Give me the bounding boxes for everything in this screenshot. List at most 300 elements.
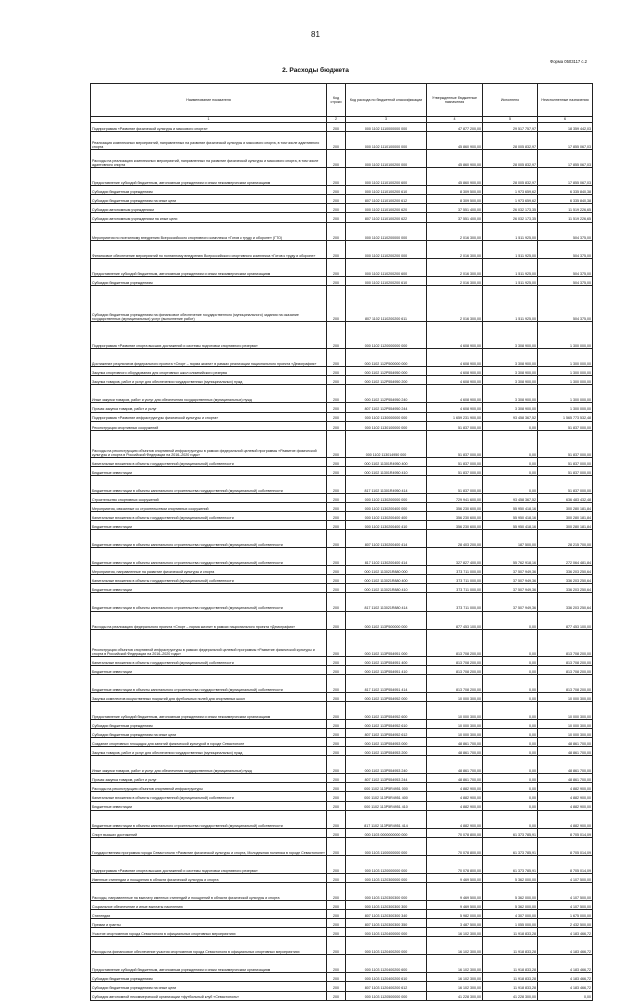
table-row [91,928,593,937]
row-executed: 0,00 [483,774,538,783]
row-remaining: 28 215 700,00 [538,530,593,548]
table-row [91,919,593,928]
table-row [91,530,593,548]
row-remaining: 48 861 700,00 [538,756,593,774]
table-row [91,901,593,910]
row-executed: 0,00 [483,421,538,430]
row-approved: 51 837 000,00 [427,475,483,493]
table-row [91,222,593,240]
row-approved: 48 861 700,00 [427,738,483,747]
table-row [91,421,593,430]
row-budget-code: 817 1102 113P5R4951 414 [346,810,427,828]
row-line-code: 200 [327,195,346,204]
row-executed: 0,00 [483,747,538,756]
row-line-code: 200 [327,204,346,213]
row-name: Бюджетные инвестиции [91,801,327,810]
row-budget-code: 000 1102 113021R880 400 [346,575,427,584]
row-line-code: 200 [327,629,346,656]
row-remaining: 1 300 000,00 [538,322,593,349]
table-row [91,955,593,973]
row-approved: 2 016 300,00 [427,258,483,276]
row-budget-code: 000 1103 0000000000 000 [346,828,427,837]
row-name: Расходы на реконструкцию объектов спортивной инфраструктуры [91,783,327,792]
row-line-code: 200 [327,692,346,701]
row-remaining: 813 708 200,00 [538,665,593,674]
row-executed: 61 373 785,91 [483,828,538,837]
row-remaining: 1 300 000,00 [538,403,593,412]
row-line-code: 200 [327,186,346,195]
row-name: Закупка спортивного оборудования для спортивных школ олимпийского резерва [91,367,327,376]
row-name: Спорт высших достижений [91,828,327,837]
row-remaining: 4 882 900,00 [538,792,593,801]
row-budget-code: 807 1102 113P554953 244 [346,774,427,783]
section-title: 2. Расходы бюджета [282,67,349,74]
table-row [91,593,593,611]
row-line-code: 200 [327,584,346,593]
row-line-code: 200 [327,593,346,611]
row-name: Государственная программа города Севастополя «Развитие физической культуры и спорта, Молодежная политика в городе Севастополе» [91,837,327,855]
row-executed: 11 918 833,28 [483,937,538,955]
row-budget-code: 000 1102 1110200000 000 [346,222,427,240]
column-number: 4 [427,117,483,123]
row-remaining: 336 203 250,64 [538,593,593,611]
row-line-code: 200 [327,656,346,665]
row-remaining: 48 861 700,00 [538,747,593,756]
row-approved: 9 469 500,00 [427,882,483,900]
row-approved: 1 659 231 900,00 [427,412,483,421]
row-line-code: 200 [327,674,346,692]
row-name: Иные закупки товаров, работ и услуг для обеспечения государственных (муниципальных) нужд [91,385,327,403]
row-executed: 0,00 [483,738,538,747]
row-line-code: 200 [327,910,346,919]
row-budget-code: 000 1102 113P500000 000 [346,611,427,629]
row-executed: 0,00 [483,656,538,665]
row-name: Строительство спортивных сооружений [91,493,327,502]
row-executed: 0,00 [483,611,538,629]
row-line-code: 200 [327,548,346,566]
table-row [91,150,593,168]
row-remaining: 48 861 700,00 [538,774,593,783]
table-row [91,168,593,186]
row-name: Субсидия автономной некоммерческой организации «футбольный клуб «Севастополь» [91,991,327,1000]
row-remaining: 1 675 000,00 [538,910,593,919]
row-name: Реконструкция спортивных сооружений [91,421,327,430]
row-line-code: 200 [327,530,346,548]
row-budget-code: 000 1102 112P500000 000 [346,349,427,367]
header-executed: Исполнено [483,84,538,117]
column-number: 2 [327,117,346,123]
row-executed: 37 507 949,36 [483,575,538,584]
row-budget-code: 000 1102 11301R4950 400 [346,457,427,466]
row-remaining: 18 359 442,03 [538,123,593,132]
row-approved: 327 827 400,00 [427,548,483,566]
row-name: Предоставление субсидий бюджетным, автономным учреждениям и иным некоммерческим организациям [91,702,327,720]
row-name: Расходы на реализацию комплексных мероприятий, направленных на развитие физической культуры и массового спорта, в том числе адаптивного спорта [91,150,327,168]
table-row [91,521,593,530]
row-approved: 813 708 200,00 [427,656,483,665]
row-executed: 3 308 900,00 [483,376,538,385]
row-approved: 10 000 300,00 [427,702,483,720]
row-executed: 1 973 659,62 [483,195,538,204]
table-row [91,322,593,349]
row-line-code: 200 [327,747,346,756]
row-budget-code: 000 1102 1110100200 600 [346,168,427,186]
row-budget-code: 000 1102 1130000000 000 [346,412,427,421]
row-approved: 4 608 900,00 [427,403,483,412]
row-executed: 0,00 [483,729,538,738]
table-row [91,123,593,132]
row-name: Субсидии бюджетным учреждениям на финансовое обеспечение государственного (муниципального) задания на оказание государственных (муниципальных) услуг (выполнение работ) [91,285,327,321]
row-name: Иные закупки товаров, работ и услуг для обеспечения государственных (муниципальных) нужд [91,756,327,774]
table-row [91,430,593,457]
table-row [91,502,593,511]
row-approved: 5 982 000,00 [427,910,483,919]
row-line-code: 200 [327,258,346,276]
row-budget-code: 000 1102 1110200200 600 [346,258,427,276]
table-row [91,367,593,376]
row-approved: 16 102 300,00 [427,982,483,991]
row-executed: 28 005 832,97 [483,150,538,168]
row-line-code: 200 [327,801,346,810]
row-approved: 373 711 000,00 [427,575,483,584]
row-line-code: 200 [327,466,346,475]
row-name: Расходы на реконструкцию объектов спортивной инфраструктуры в рамках федеральной целевой программы «Развитие физической культуры и спорта в Российской Федерации на 2016–2020 годы» [91,430,327,457]
row-executed: 0,00 [483,720,538,729]
column-number: 5 [483,117,538,123]
row-name: Капитальные вложения в объекты государственной (муниципальной) собственности [91,792,327,801]
row-line-code: 200 [327,430,346,457]
row-approved: 45 860 900,00 [427,150,483,168]
row-executed: 28 005 832,97 [483,168,538,186]
table-row [91,801,593,810]
row-approved: 356 230 600,00 [427,502,483,511]
row-name: Субсидии бюджетным учреждениям [91,720,327,729]
row-name: Закупка комплектов искусственных покрытий для футбольных полей для спортивных школ [91,692,327,701]
row-budget-code: 000 1102 113P554952 000 [346,692,427,701]
row-executed: 0,00 [483,466,538,475]
row-line-code: 200 [327,991,346,1000]
row-name: Реконструкция объектов спортивной инфраструктуры в рамках федеральной целевой программы «Развитие физической культуры и спорта в Российской Федерации на 2016–2020 годы» [91,629,327,656]
row-name: Бюджетные инвестиции [91,584,327,593]
row-budget-code: 000 1102 113P554952 610 [346,720,427,729]
row-budget-code: 000 1102 113P554952 600 [346,702,427,720]
row-executed: 0,00 [483,801,538,810]
row-approved: 51 837 000,00 [427,457,483,466]
row-remaining: 11 519 226,65 [538,213,593,222]
row-remaining: 17 855 067,03 [538,150,593,168]
row-budget-code: 000 1102 1130200400 400 [346,512,427,521]
row-approved: 2 016 300,00 [427,240,483,258]
row-approved: 10 000 300,00 [427,692,483,701]
row-remaining: 1 565 773 532,48 [538,412,593,421]
row-approved: 4 882 900,00 [427,783,483,792]
row-executed: 3 308 900,00 [483,367,538,376]
row-executed: 0,00 [483,457,538,466]
row-executed: 0,00 [483,756,538,774]
table-row [91,702,593,720]
table-row [91,873,593,882]
row-line-code: 200 [327,412,346,421]
row-remaining: 17 855 067,03 [538,168,593,186]
row-line-code: 200 [327,611,346,629]
table-row [91,376,593,385]
row-executed: 0,00 [483,674,538,692]
row-executed: 37 507 949,36 [483,584,538,593]
row-remaining: 300 280 181,84 [538,512,593,521]
table-row [91,665,593,674]
row-name: Бюджетные инвестиции в объекты капитального строительства государственной (муниципальной) собственности [91,593,327,611]
column-number: 6 [538,117,593,123]
row-remaining: 813 708 200,00 [538,674,593,692]
row-name: Именные стипендии и поощрения в области физической культуры и спорта [91,873,327,882]
table-row [91,276,593,285]
row-name: Мероприятия по поэтапному внедрению Всероссийского спортивного комплекса «Готов к труду и обороне» (ГТО) [91,222,327,240]
row-budget-code: 817 1102 113021R880 414 [346,593,427,611]
row-approved: 877 453 100,00 [427,611,483,629]
row-remaining: 6 335 840,38 [538,195,593,204]
table-row [91,403,593,412]
table-row [91,611,593,629]
row-line-code: 200 [327,123,346,132]
row-budget-code: 000 1102 1130100000 000 [346,421,427,430]
row-line-code: 200 [327,901,346,910]
row-budget-code: 000 1102 1110200200 000 [346,240,427,258]
row-budget-code: 000 1103 1120300300 000 [346,882,427,900]
row-executed: 3 308 900,00 [483,385,538,403]
row-executed: 3 308 900,00 [483,349,538,367]
row-line-code: 200 [327,285,346,321]
row-budget-code: 000 1102 113P5R4951 400 [346,792,427,801]
table-row [91,258,593,276]
row-executed: 0,00 [483,629,538,656]
row-line-code: 200 [327,937,346,955]
row-executed: 11 918 833,28 [483,973,538,982]
row-line-code: 200 [327,457,346,466]
row-approved: 4 608 900,00 [427,367,483,376]
row-name: Бюджетные инвестиции [91,521,327,530]
row-executed: 93 458 367,52 [483,412,538,421]
row-budget-code: 807 1102 113P554952 612 [346,729,427,738]
row-name: Создание спортивных площадок для занятий физической культурой в городе Севастополе [91,738,327,747]
row-remaining: 504 375,00 [538,285,593,321]
table-row [91,747,593,756]
row-approved: 4 608 900,00 [427,322,483,349]
row-remaining: 10 000 300,00 [538,692,593,701]
column-number: 3 [346,117,427,123]
row-remaining: 51 837 000,00 [538,475,593,493]
header-approved: Утвержденные бюджетные назначения [427,84,483,117]
table-row [91,828,593,837]
table-row [91,566,593,575]
row-budget-code: 817 1102 11301R4950 414 [346,475,427,493]
row-approved: 4 882 900,00 [427,801,483,810]
row-remaining: 877 453 100,00 [538,611,593,629]
table-row [91,991,593,1000]
row-name: Предоставление субсидий бюджетным, автономным учреждениям и иным некоммерческим организациям [91,258,327,276]
row-remaining: 17 855 067,03 [538,132,593,150]
row-budget-code: 807 1102 1130200400 414 [346,530,427,548]
row-line-code: 200 [327,240,346,258]
row-executed: 0,00 [483,665,538,674]
row-approved: 70 078 800,00 [427,837,483,855]
row-remaining: 4 107 500,00 [538,882,593,900]
row-name: Подпрограмма «Развитие инфраструктуры физической культуры и спорта» [91,412,327,421]
row-budget-code: 000 1102 113P554951 400 [346,656,427,665]
row-executed: 37 507 949,36 [483,593,538,611]
row-line-code: 200 [327,213,346,222]
row-executed: 55 950 418,16 [483,502,538,511]
row-executed: 29 517 757,97 [483,123,538,132]
row-budget-code: 807 1103 1120400200 612 [346,982,427,991]
row-line-code: 200 [327,982,346,991]
row-line-code: 200 [327,873,346,882]
row-budget-code: 000 1102 1110000000 000 [346,123,427,132]
table-row [91,493,593,502]
row-remaining: 813 708 200,00 [538,629,593,656]
table-row [91,195,593,204]
table-row [91,629,593,656]
table-row [91,349,593,367]
row-executed: 55 950 418,16 [483,521,538,530]
table-row [91,720,593,729]
row-budget-code: 000 1102 113021R880 410 [346,584,427,593]
row-approved: 16 102 300,00 [427,973,483,982]
row-line-code: 200 [327,521,346,530]
row-name: Премии и гранты [91,919,327,928]
row-remaining: 4 183 466,72 [538,955,593,973]
row-name: Субсидии автономным учреждениям [91,204,327,213]
row-approved: 10 000 300,00 [427,720,483,729]
row-name: Подпрограмма «Развитие спорта высших достижений и системы подготовки спортивного резерва» [91,322,327,349]
row-budget-code: 000 1103 1120400200 000 [346,937,427,955]
row-executed: 3 308 900,00 [483,322,538,349]
row-budget-code: 000 1102 112P554950 200 [346,376,427,385]
row-executed: 0,00 [483,692,538,701]
row-remaining: 1 300 000,00 [538,367,593,376]
row-line-code: 200 [327,150,346,168]
row-remaining: 300 280 181,84 [538,502,593,511]
row-name: Мероприятия, направленные на развитие физической культуры и спорта [91,566,327,575]
table-row [91,810,593,828]
row-name: Субсидии бюджетным учреждениям на иные цели [91,195,327,204]
expenses-table [90,83,593,1001]
row-remaining: 272 064 481,84 [538,548,593,566]
row-remaining: 1 300 000,00 [538,385,593,403]
table-row [91,186,593,195]
row-line-code: 200 [327,168,346,186]
row-line-code: 200 [327,810,346,828]
row-name: Капитальные вложения в объекты государственной (муниципальной) собственности [91,575,327,584]
row-executed: 3 308 900,00 [483,403,538,412]
table-row [91,548,593,566]
row-name: Закупка товаров, работ и услуг для обеспечения государственных (муниципальных) нужд [91,376,327,385]
row-approved: 4 608 900,00 [427,385,483,403]
row-name: Социальное обеспечение и иные выплаты населению [91,901,327,910]
row-budget-code: 000 1102 1130200000 000 [346,493,427,502]
row-approved: 3 487 500,00 [427,919,483,928]
row-approved: 4 882 900,00 [427,810,483,828]
row-budget-code: 000 1102 113P554953 240 [346,756,427,774]
row-remaining: 4 183 466,72 [538,928,593,937]
row-line-code: 200 [327,702,346,720]
row-approved: 70 078 800,00 [427,855,483,873]
row-remaining: 6 335 840,38 [538,186,593,195]
table-row [91,240,593,258]
row-budget-code: 000 1103 1120400200 600 [346,955,427,973]
row-executed: 187 500,00 [483,530,538,548]
row-approved: 51 837 000,00 [427,430,483,457]
row-budget-code: 000 1102 1130200400 410 [346,521,427,530]
page-number: 81 [311,30,320,39]
row-approved: 729 941 600,00 [427,493,483,502]
table-row [91,973,593,982]
row-approved: 4 608 900,00 [427,376,483,385]
table-row [91,204,593,213]
row-name: Бюджетные инвестиции в объекты капитального строительства государственной (муниципальной) собственности [91,548,327,566]
row-executed: 5 362 000,00 [483,901,538,910]
row-line-code: 200 [327,566,346,575]
row-budget-code: 000 1102 113021R880 000 [346,566,427,575]
table-row [91,882,593,900]
row-executed: 55 762 918,16 [483,548,538,566]
table-row [91,982,593,991]
row-remaining: 504 375,00 [538,258,593,276]
row-approved: 8 309 500,00 [427,195,483,204]
row-name: Бюджетные инвестиции в объекты капитального строительства государственной (муниципальной) собственности [91,530,327,548]
row-approved: 813 708 200,00 [427,629,483,656]
table-body [91,123,593,1001]
row-line-code: 200 [327,783,346,792]
row-remaining: 51 837 000,00 [538,457,593,466]
row-executed: 1 055 000,00 [483,919,538,928]
row-approved: 813 708 200,00 [427,674,483,692]
row-remaining: 0,00 [538,991,593,1000]
row-approved: 373 711 000,00 [427,566,483,575]
row-name: Субсидии бюджетным учреждениям [91,276,327,285]
row-remaining: 504 375,00 [538,222,593,240]
row-executed: 26 032 173,35 [483,213,538,222]
row-name: Бюджетные инвестиции в объекты капитального строительства государственной (муниципальной) собственности [91,475,327,493]
row-executed: 0,00 [483,475,538,493]
row-approved: 2 016 300,00 [427,222,483,240]
row-name: Предоставление субсидий бюджетным, автономным учреждениям и иным некоммерческим организациям [91,955,327,973]
table-row [91,466,593,475]
row-name: Расходы на реализацию федерального проекта «Спорт – норма жизни» в рамках национального проекта «Демография» [91,611,327,629]
table-row [91,575,593,584]
row-remaining: 48 861 700,00 [538,738,593,747]
row-line-code: 200 [327,403,346,412]
table-row [91,457,593,466]
row-budget-code: 000 1102 113014950 000 [346,430,427,457]
row-budget-code: 000 1103 1120300000 000 [346,873,427,882]
row-name: Участие спортсменов города Севастополя в официальных спортивных мероприятиях [91,928,327,937]
row-budget-code: 000 1103 1120400000 000 [346,928,427,937]
row-line-code: 200 [327,376,346,385]
row-budget-code: 000 1103 1120500000 000 [346,991,427,1000]
row-line-code: 200 [327,919,346,928]
row-remaining: 336 203 250,64 [538,575,593,584]
row-approved: 4 882 900,00 [427,792,483,801]
row-approved: 373 711 000,00 [427,593,483,611]
row-remaining: 8 705 014,09 [538,837,593,855]
table-row [91,774,593,783]
row-budget-code: 807 1102 1110100200 622 [346,213,427,222]
row-name: Бюджетные инвестиции [91,466,327,475]
row-remaining: 51 837 000,00 [538,421,593,430]
row-remaining: 504 375,00 [538,276,593,285]
row-remaining: 10 000 300,00 [538,720,593,729]
row-remaining: 504 375,00 [538,240,593,258]
